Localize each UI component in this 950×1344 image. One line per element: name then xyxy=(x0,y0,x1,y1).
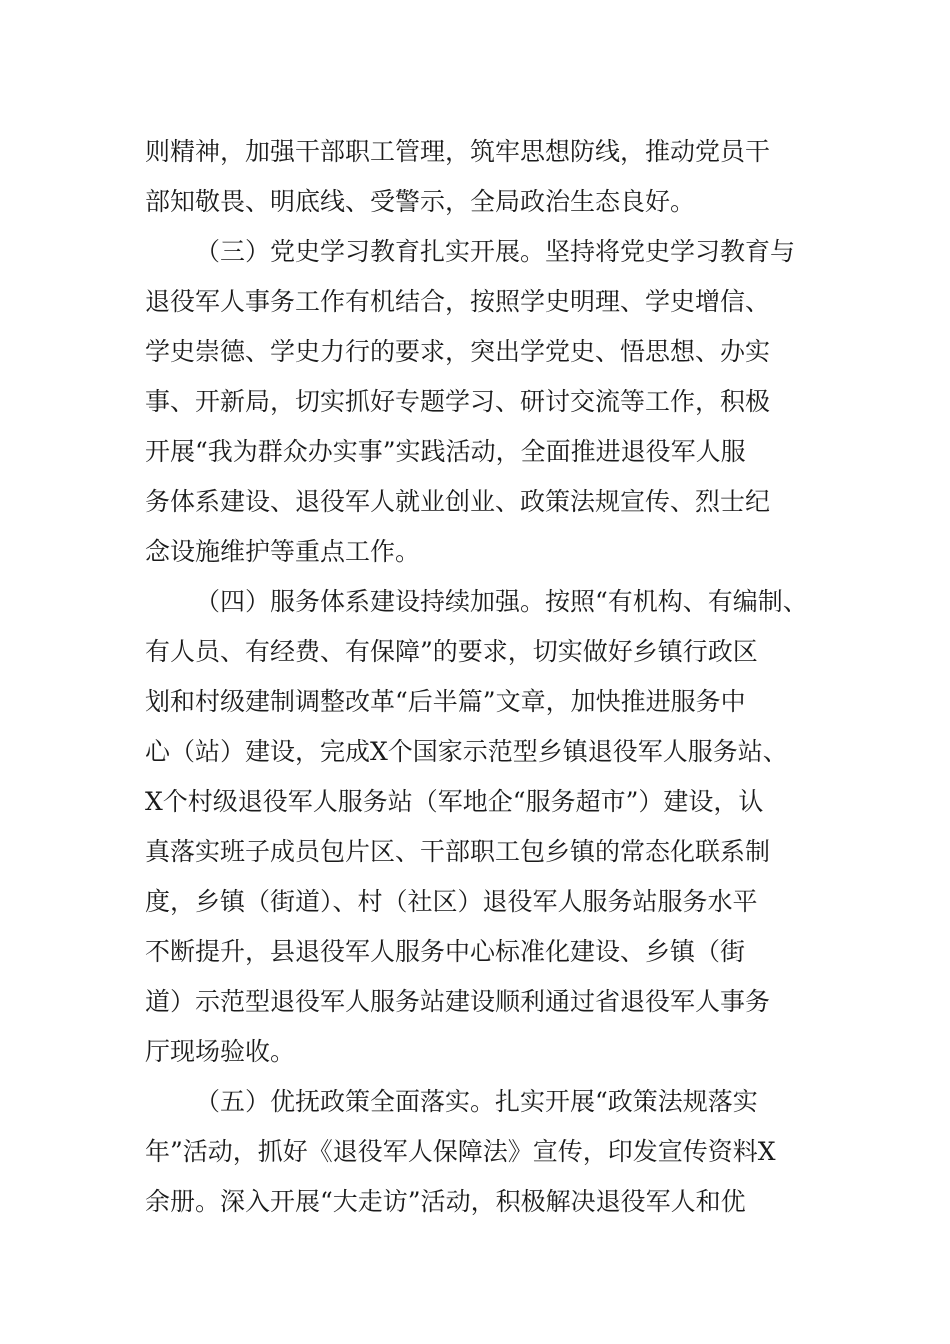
text-line: 则精神，加强干部职工管理，筑牢思想防线，推动党员干 xyxy=(145,137,771,166)
text-line: 退役军人事务工作有机结合，按照学史明理、学史增信、 xyxy=(145,287,771,316)
text-line: 部知敬畏、明底线、受警示，全局政治生态良好。 xyxy=(145,187,696,216)
text-line: 不断提升，县退役军人服务中心标准化建设、乡镇（街 xyxy=(145,937,746,966)
text-line: 事、开新局，切实抓好专题学习、研讨交流等工作，积极 xyxy=(145,387,771,416)
text-line: 真落实班子成员包片区、干部职工包乡镇的常态化联系制 xyxy=(145,837,771,866)
text-line: 有人员、有经费、有保障”的要求，切实做好乡镇行政区 xyxy=(145,637,758,666)
text-line: 心（站）建设，完成X个国家示范型乡镇退役军人服务站、 xyxy=(145,737,788,766)
text-line: 学史崇德、学史力行的要求，突出学党史、悟思想、办实 xyxy=(145,337,771,366)
text-line: 度，乡镇（街道）、村（社区）退役军人服务站服务水平 xyxy=(145,887,758,916)
text-line: 务体系建设、退役军人就业创业、政策法规宣传、烈士纪 xyxy=(145,487,771,516)
text-line: 余册。深入开展“大走访”活动，积极解决退役军人和优 xyxy=(145,1187,746,1216)
paragraph-start-line: （四）服务体系建设持续加强。按照“有机构、有编制、 xyxy=(195,587,808,616)
text-line: 划和村级建制调整改革“后半篇”文章，加快推进服务中 xyxy=(145,687,746,716)
text-line: X个村级退役军人服务站（军地企“服务超市”）建设，认 xyxy=(145,787,764,816)
text-line: 年”活动，抓好《退役军人保障法》宣传，印发宣传资料X xyxy=(145,1137,776,1166)
text-line: 道）示范型退役军人服务站建设顺利通过省退役军人事务 xyxy=(145,987,771,1016)
text-line: 厅现场验收。 xyxy=(145,1037,296,1066)
text-line: 念设施维护等重点工作。 xyxy=(145,537,421,566)
paragraph-start-line: （五）优抚政策全面落实。扎实开展“政策法规落实 xyxy=(195,1087,758,1116)
paragraph-start-line: （三）党史学习教育扎实开展。坚持将党史学习教育与 xyxy=(195,237,796,266)
text-line: 开展“我为群众办实事”实践活动，全面推进退役军人服 xyxy=(145,437,746,466)
